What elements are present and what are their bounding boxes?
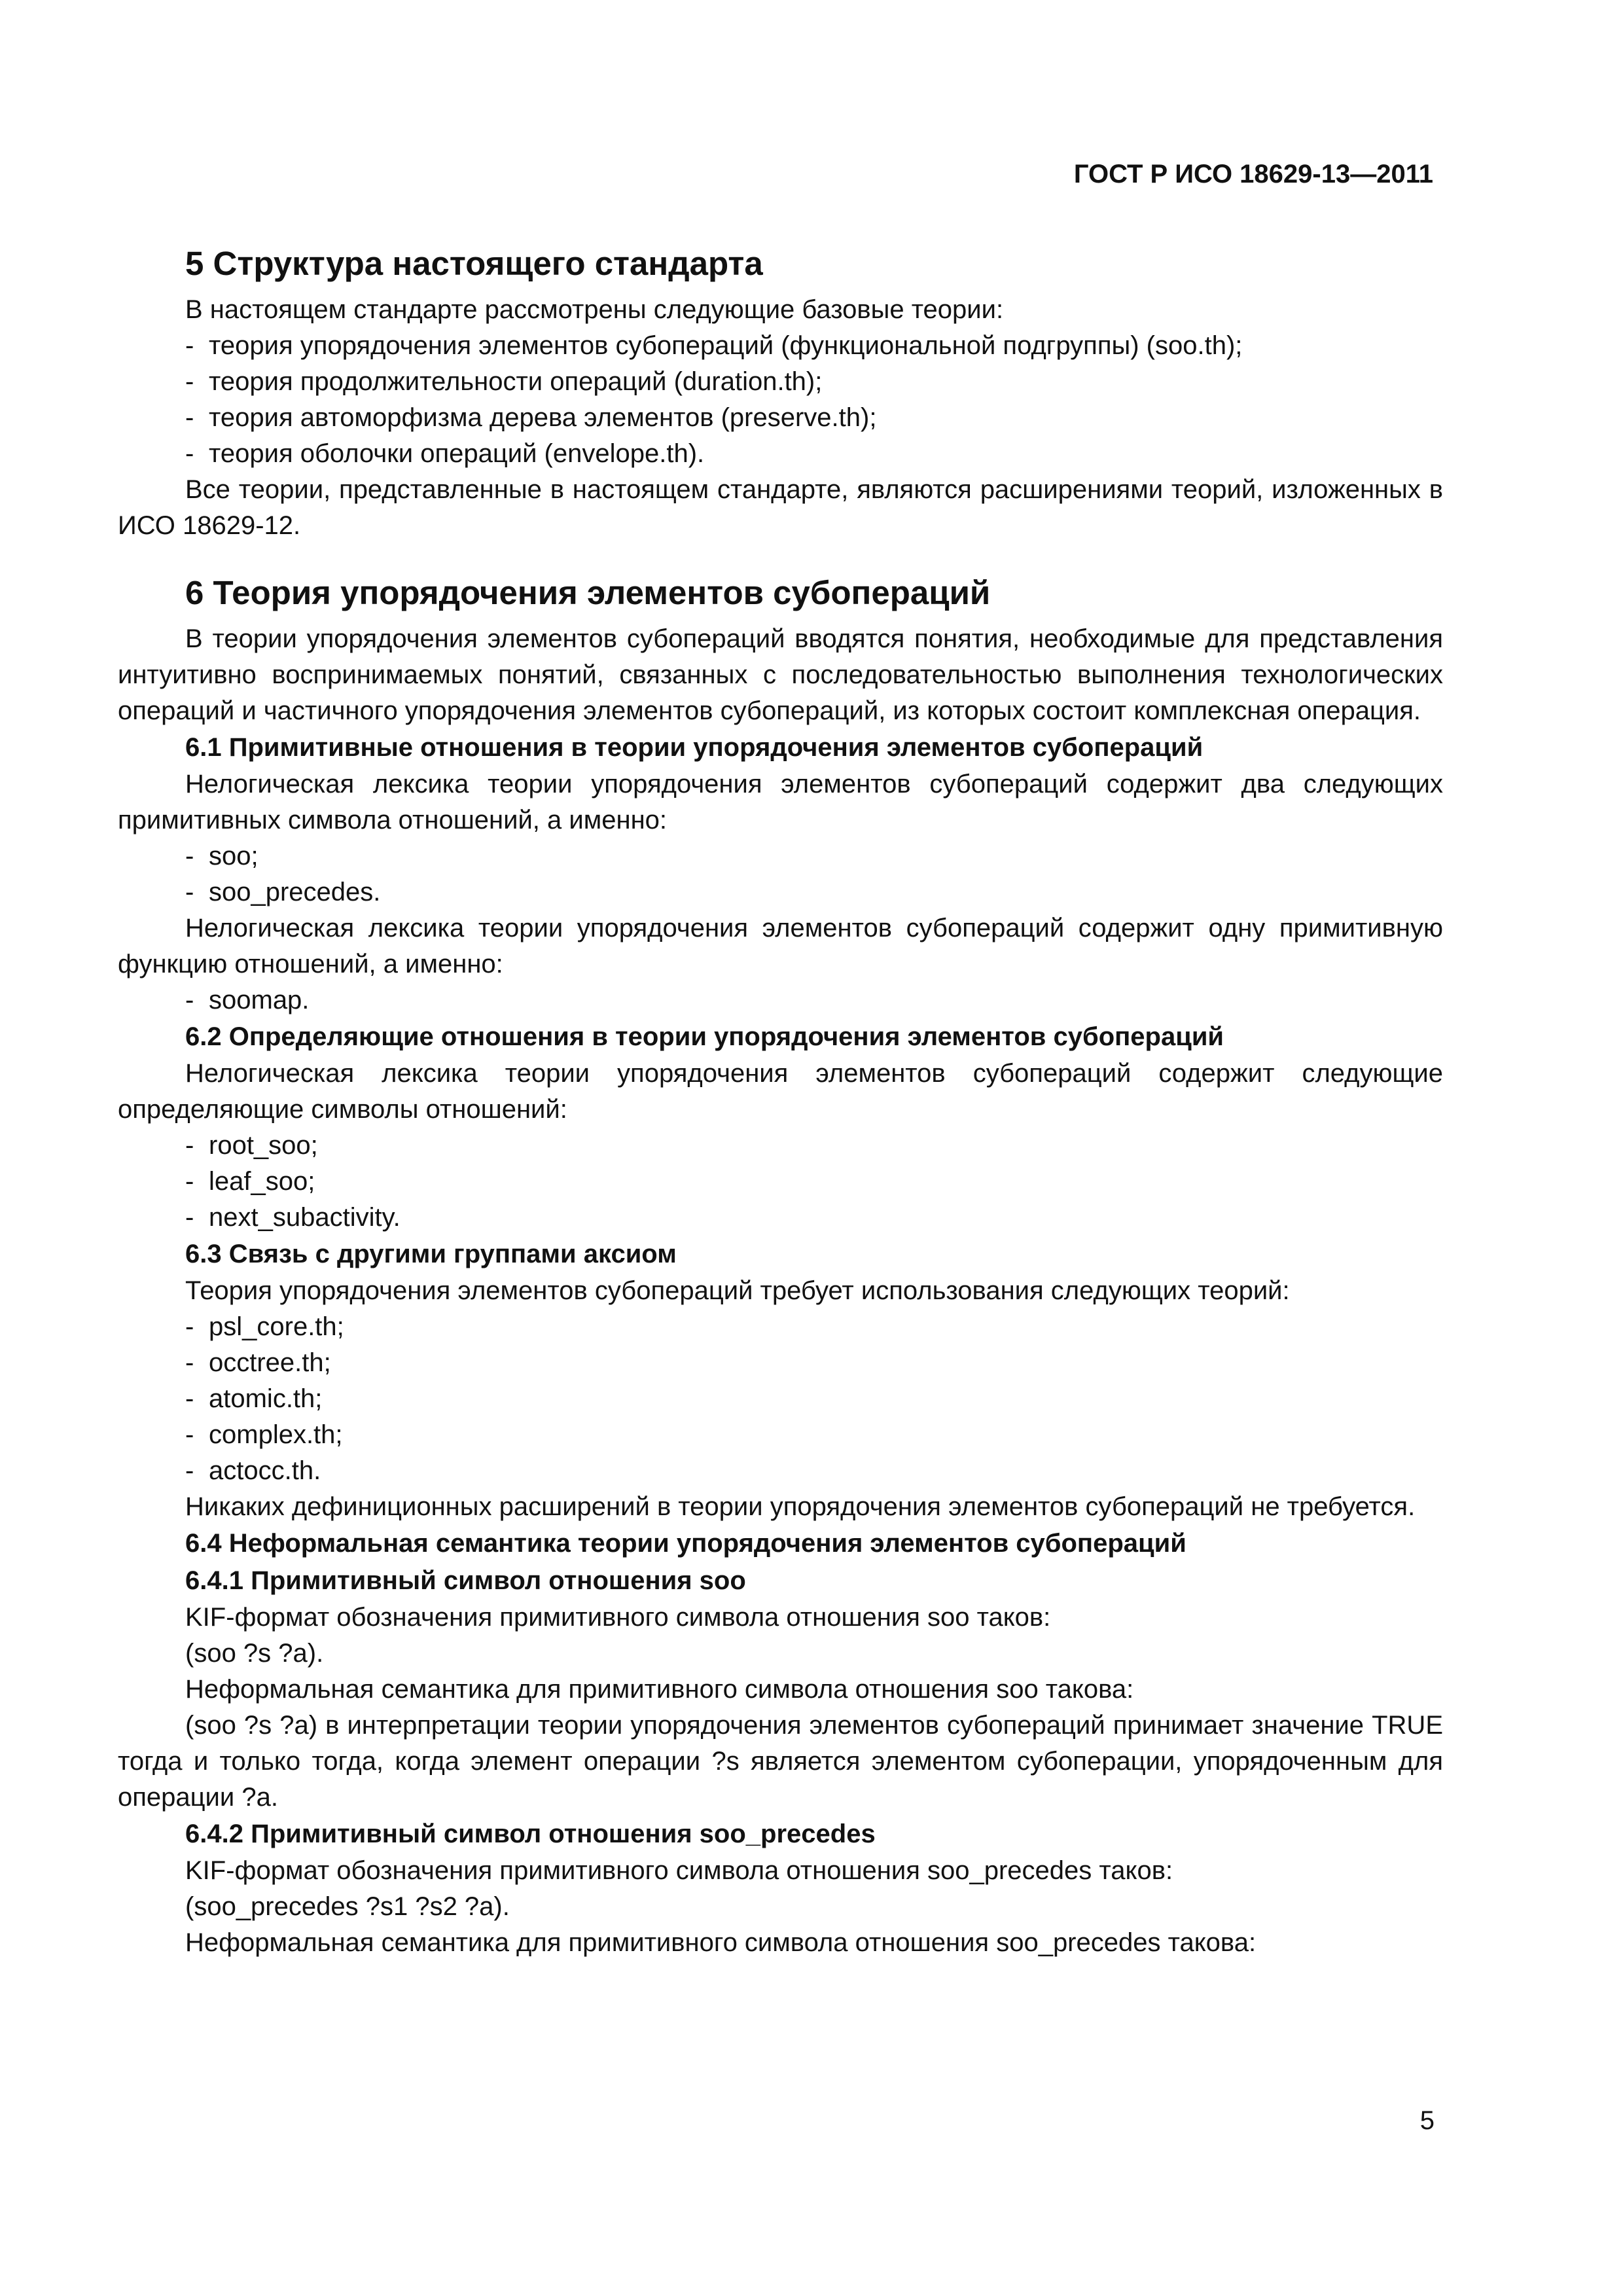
list-item: - psl_core.th; xyxy=(185,1312,344,1341)
section-6-4-2-title: 6.4.2 Примитивный символ отношения soo_precedes xyxy=(185,1820,876,1848)
section-6-4-1-para-4: (soo ?s ?a) в интерпретации теории упорядочения элементов субопераций принимает значение TRUE тогда и только тогда, когда элемент операции ?s является элементом субоперации, упорядоченным для операции ?a. xyxy=(118,1711,1443,1812)
list-item: - soo; xyxy=(185,842,259,870)
list-item: - occtree.th; xyxy=(185,1348,331,1377)
list-item: - soo_precedes. xyxy=(185,878,381,906)
list-item: - soomap. xyxy=(185,986,310,1014)
list-item: - теория упорядочения элементов субопераций (функциональной подгруппы) (soo.th); xyxy=(185,331,1243,360)
section-6-4-2-kif-expr: (soo_precedes ?s1 ?s2 ?a). xyxy=(185,1892,510,1921)
section-6-4-2-para-3: Неформальная семантика для примитивного символа отношения soo_precedes такова: xyxy=(185,1928,1257,1957)
section-6-4-1-title: 6.4.1 Примитивный символ отношения soo xyxy=(185,1566,746,1595)
list-item: - leaf_soo; xyxy=(185,1167,315,1196)
list-item: - complex.th; xyxy=(185,1420,343,1449)
section-6-3-title: 6.3 Связь с другими группами аксиом xyxy=(185,1240,677,1268)
section-6-4-1-para-1: KIF-формат обозначения примитивного символа отношения soo таков: xyxy=(185,1603,1051,1632)
section-6-3-para-2: Никаких дефиниционных расширений в теории упорядочения элементов субопераций не требуется. xyxy=(185,1492,1416,1521)
section-6-1-title: 6.1 Примитивные отношения в теории упорядочения элементов субопераций xyxy=(185,733,1204,762)
list-item: - next_subactivity. xyxy=(185,1203,401,1232)
section-6-4-2-para-1: KIF-формат обозначения примитивного символа отношения soo_precedes таков: xyxy=(185,1856,1173,1885)
section-5-outro: Все теории, представленные в настоящем стандарте, являются расширениями теорий, изложенных в ИСО 18629-12. xyxy=(118,475,1443,540)
section-6-2-title: 6.2 Определяющие отношения в теории упорядочения элементов субопераций xyxy=(185,1022,1224,1051)
page-content xyxy=(118,241,1443,1961)
page-number: 5 xyxy=(1419,2106,1435,2135)
list-item: - теория автоморфизма дерева элементов (preserve.th); xyxy=(185,403,877,432)
section-6-2-para-1: Нелогическая лексика теории упорядочения элементов субопераций содержит следующие определяющие символы отношений: xyxy=(118,1059,1443,1124)
section-6-4-1-para-3: Неформальная семантика для примитивного символа отношения soo такова: xyxy=(185,1675,1134,1704)
section-5-intro: В настоящем стандарте рассмотрены следующие базовые теории: xyxy=(185,295,1004,324)
section-6-1-para-1: Нелогическая лексика теории упорядочения элементов субопераций содержит два следующих примитивных символа отношений, а именно: xyxy=(118,770,1443,834)
section-6-4-title: 6.4 Неформальная семантика теории упорядочения элементов субопераций xyxy=(185,1529,1186,1558)
document-code-header: ГОСТ Р ИСО 18629-13—2011 xyxy=(1073,160,1433,188)
list-item: - root_soo; xyxy=(185,1131,318,1160)
section-6-title: 6 Теория упорядочения элементов субопераций xyxy=(185,574,991,611)
list-item: - actocc.th. xyxy=(185,1456,321,1485)
section-6-1-para-2: Нелогическая лексика теории упорядочения элементов субопераций содержит одну примитивную функцию отношений, а именно: xyxy=(118,914,1443,978)
section-6-4-1-kif-expr: (soo ?s ?a). xyxy=(185,1639,324,1668)
section-5-title: 5 Структура настоящего стандарта xyxy=(185,245,763,282)
section-6-3-para-1: Теория упорядочения элементов субопераций требует использования следующих теорий: xyxy=(185,1276,1290,1305)
list-item: - atomic.th; xyxy=(185,1384,323,1413)
section-6-intro: В теории упорядочения элементов субопераций вводятся понятия, необходимые для представления интуитивно воспринимаемых понятий, связанных с последовательностью выполнения технологических операций и частичного упорядочения элементов субопераций, из которых состоит комплексная операция. xyxy=(118,624,1443,725)
list-item: - теория оболочки операций (envelope.th). xyxy=(185,439,705,468)
list-item: - теория продолжительности операций (duration.th); xyxy=(185,367,823,396)
